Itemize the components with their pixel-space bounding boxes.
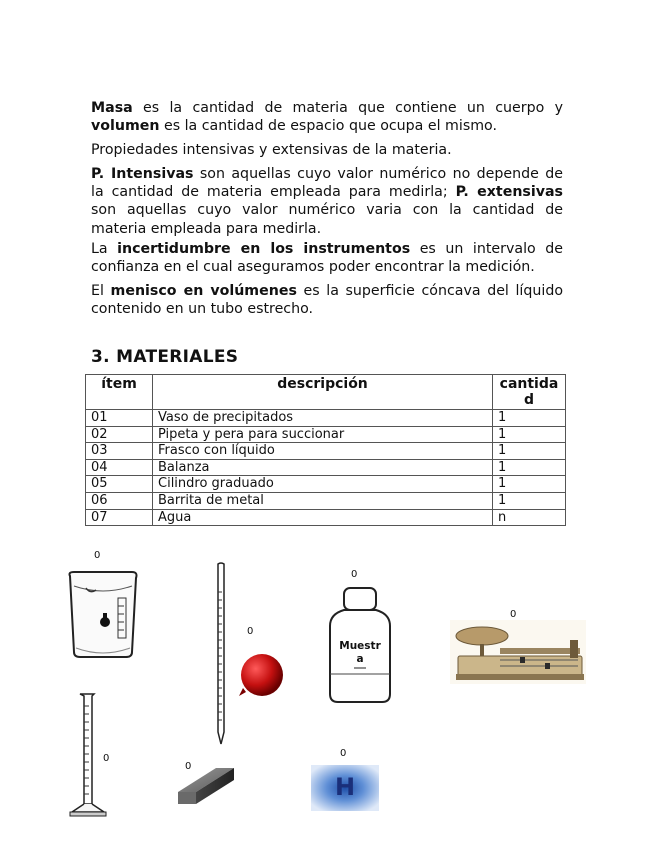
- zero-label-cylinder: 0: [103, 753, 110, 764]
- term-volumen: volumen: [91, 118, 160, 135]
- cell-quantity: 1: [493, 476, 566, 493]
- text-intensivas-1: son aquellas cuyo valor numérico no depende de la cantidad de materia empleada para medirla;: [91, 166, 563, 201]
- text-menisco-0: El: [91, 283, 111, 299]
- text-menisco-1: es la superficie cóncava del líquido contenido en un tubo estrecho.: [91, 283, 564, 318]
- table-row: [86, 443, 566, 460]
- materials-table: [85, 374, 566, 526]
- cell-quantity: n: [493, 509, 566, 526]
- cell-item: 05: [86, 476, 153, 493]
- header-description: descripción: [153, 375, 493, 410]
- term-incertidumbre: incertidumbre en los instrumentos: [117, 241, 411, 257]
- cell-description: Frasco con líquido: [153, 443, 493, 460]
- table-row: [86, 509, 566, 526]
- text-masa-2: es la cantidad de espacio que ocupa el mismo.: [159, 118, 497, 135]
- water-letter: H: [334, 773, 356, 801]
- header-item: ítem: [86, 375, 153, 410]
- paragraph-propiedades: Propiedades intensivas y extensivas de la materia.: [91, 142, 452, 158]
- table-header-row: [86, 375, 566, 410]
- balance-icon: [450, 620, 586, 684]
- graduated-cylinder-icon: [66, 692, 110, 818]
- paragraph-masa: [91, 99, 563, 135]
- zero-label-water: 0: [340, 748, 347, 759]
- table-row: [86, 492, 566, 509]
- cell-item: 04: [86, 459, 153, 476]
- zero-label-bottle: 0: [351, 569, 358, 580]
- paragraph-intensivas: [91, 165, 563, 238]
- text-intensivas-2: son aquellas cuyo valor numérico varia con la cantidad de materia empleada para medirla.: [91, 202, 563, 237]
- cell-description: Vaso de precipitados: [153, 410, 493, 427]
- cell-item: 03: [86, 443, 153, 460]
- term-menisco: menisco en volúmenes: [110, 283, 297, 299]
- sample-bottle: [328, 586, 392, 704]
- water-block: [311, 765, 379, 811]
- zero-label-metal-bar: 0: [185, 761, 192, 772]
- cell-quantity: 1: [493, 426, 566, 443]
- cell-description: Balanza: [153, 459, 493, 476]
- metal-bar-icon: [176, 761, 236, 806]
- cell-item: 07: [86, 509, 153, 526]
- table-row: [86, 476, 566, 493]
- pipette-icon: [214, 562, 228, 746]
- zero-label-pear: 0: [247, 626, 254, 637]
- cell-quantity: 1: [493, 443, 566, 460]
- zero-label-beaker: 0: [94, 550, 101, 561]
- cell-item: 01: [86, 410, 153, 427]
- bottle-label-line1: Muestr: [339, 640, 381, 652]
- table-row: [86, 459, 566, 476]
- term-intensivas: P. Intensivas: [91, 166, 194, 182]
- cell-item: 02: [86, 426, 153, 443]
- bottle-label-line2: a: [356, 653, 364, 665]
- cell-item: 06: [86, 492, 153, 509]
- cell-description: Cilindro graduado: [153, 476, 493, 493]
- bottle-label: [328, 640, 392, 666]
- header-quantity: cantidad: [493, 375, 566, 410]
- table-row: [86, 410, 566, 427]
- text-masa-1: es la cantidad de materia que contiene un cuerpo y: [132, 100, 563, 116]
- text-incertidumbre-1: es un intervalo de confianza en el cual aseguramos poder encontrar la medición.: [91, 241, 563, 276]
- table-row: [86, 426, 566, 443]
- section-title: 3. MATERIALES: [91, 347, 239, 367]
- paragraph-incertidumbre: [91, 240, 563, 276]
- beaker-icon: [66, 568, 140, 660]
- term-masa: Masa: [91, 100, 133, 116]
- cell-description: Barrita de metal: [153, 492, 493, 509]
- suction-pear-icon: [236, 652, 286, 702]
- cell-quantity: 1: [493, 492, 566, 509]
- cell-description: Agua: [153, 509, 493, 526]
- cell-description: Pipeta y pera para succionar: [153, 426, 493, 443]
- text-incertidumbre-0: La: [91, 241, 118, 257]
- paragraph-menisco: [91, 282, 563, 318]
- cell-quantity: 1: [493, 459, 566, 476]
- cell-quantity: 1: [493, 410, 566, 427]
- term-extensivas: P. extensivas: [455, 184, 563, 201]
- zero-label-balance: 0: [510, 609, 517, 620]
